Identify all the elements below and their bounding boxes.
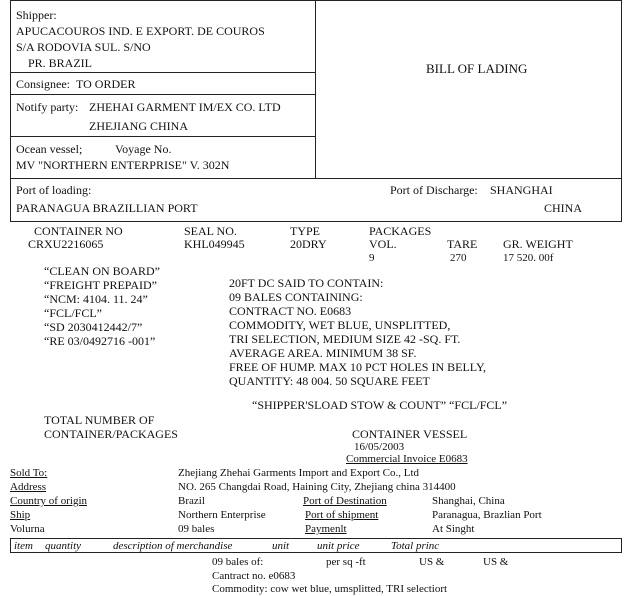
item-commodity: Commodity: cow wet blue, umsplitted, TRI selectiort (212, 583, 448, 595)
desc-line-7: FREE OF HUMP. MAX 10 PCT HOLES IN BELLY, (229, 360, 487, 374)
container-vessel-label: CONTAINER VESSEL (352, 427, 468, 441)
notify-line1: ZHEHAI GARMENT IM/EX CO. LTD (89, 100, 281, 114)
shipper-line2: S/A RODOVIA SUL. S/NO (16, 40, 151, 54)
ocean-vessel-label: Ocean vessel; (16, 142, 83, 156)
notify-line2: ZHEJIANG CHINA (89, 119, 188, 133)
item-header-box (10, 538, 622, 553)
total-label-line1: TOTAL NUMBER OF (44, 413, 155, 427)
volurna-value: 09 bales (178, 523, 215, 535)
consignee-label: Consignee: (16, 77, 70, 91)
desc-line-8: QUANTITY: 48 004. 50 SQUARE FEET (229, 374, 430, 388)
col-gr-weight: GR. WEIGHT (503, 237, 573, 251)
shipment-label: Port of shipment (305, 509, 379, 521)
desc-line-6: AVERAGE AREA. MINIMUM 38 SF. (229, 346, 417, 360)
item-col-total: Total princ (391, 540, 440, 552)
origin-value: Brazil (178, 495, 205, 507)
cell-vol: 9 (369, 252, 375, 264)
item-currency-1: US & (419, 556, 445, 568)
item-qty: 09 bales of: (212, 556, 264, 568)
item-currency-2: US & (483, 556, 509, 568)
stow-note: “SHIPPER'SLOAD STOW & COUNT” “FCL/FCL” (252, 398, 508, 412)
destination-label: Port of Destination (303, 495, 387, 507)
cell-type: 20DRY (290, 237, 327, 251)
ship-value: Northern Enterprise (178, 509, 266, 521)
address-value: NO. 265 Changdai Road, Haining City, Zhejiang china 314400 (178, 481, 456, 493)
payment-value: At Singht (432, 523, 475, 535)
mark-clean-on-board: “CLEAN ON BOARD” (44, 264, 160, 278)
destination-value: Shanghai, China (432, 495, 505, 507)
desc-line-4: COMMODITY, WET BLUE, UNSPLITTED, (229, 318, 451, 332)
item-col-description: description of merchandise (113, 540, 233, 552)
cell-seal-no: KHL049945 (184, 237, 245, 251)
invoice-date: 16/05/2003 (354, 441, 405, 453)
payment-label: Paymenlt (305, 523, 347, 535)
document-title: BILL OF LADING (426, 61, 528, 76)
address-label: Address (10, 481, 47, 493)
cell-gr-weight: 17 520. 00f (503, 252, 554, 264)
port-loading-value: PARANAGUA BRAZILLIAN PORT (16, 201, 198, 215)
item-col-unit: unit (272, 540, 290, 552)
desc-line-3: CONTRACT NO. E0683 (229, 304, 352, 318)
mark-sd: “SD 2030412442/7” (44, 320, 143, 334)
volurna-label: Volurna (10, 523, 45, 535)
divider-shipper (10, 72, 316, 73)
shipper-line3: PR. BRAZIL (28, 56, 93, 70)
mark-fcl: “FCL/FCL” (44, 306, 103, 320)
invoice-title: Commercial Invoice E0683 (346, 453, 468, 465)
vessel-value: MV "NORTHERN ENTERPRISE" V. 302N (16, 158, 230, 172)
ship-label: Ship (10, 509, 31, 521)
col-container-no: CONTAINER NO (34, 224, 123, 238)
mark-re: “RE 03/0492716 -001” (44, 334, 156, 348)
cell-tare: 270 (450, 252, 467, 264)
sold-to-value: Zhejiang Zhehai Garments Import and Export Co., Ltd (178, 467, 420, 479)
port-discharge-value: SHANGHAI (490, 183, 553, 197)
item-col-unit-price: unit price (317, 540, 360, 552)
divider-consignee (10, 94, 316, 95)
divider-vessel (10, 178, 622, 179)
col-packages: PACKAGES (369, 224, 432, 238)
port-discharge-country: CHINA (544, 201, 582, 215)
mark-freight-prepaid: “FREIGHT PREPAID” (44, 278, 158, 292)
item-col-item: item (14, 540, 33, 552)
shipper-line1: APUCACOUROS IND. E EXPORT. DE COUROS (16, 24, 265, 38)
mark-ncm: “NCM: 4104. 11. 24” (44, 292, 148, 306)
divider-notify (10, 136, 316, 137)
item-unit: per sq -ft (326, 556, 366, 568)
desc-line-1: 20FT DC SAID TO CONTAIN: (229, 276, 384, 290)
col-type: TYPE (290, 224, 320, 238)
header-divider-vertical (315, 0, 316, 178)
port-discharge-label: Port of Discharge: (390, 183, 478, 197)
col-seal-no: SEAL NO. (184, 224, 237, 238)
col-vol: VOL. (369, 237, 397, 251)
desc-line-2: 09 BALES CONTAINING: (229, 290, 363, 304)
sold-to-label: Sold To: (10, 467, 48, 479)
desc-line-5: TRI SELECTION, MEDIUM SIZE 42 -SQ. FT. (229, 332, 461, 346)
shipment-value: Paranagua, Brazlian Port (432, 509, 542, 521)
shipper-label: Shipper: (16, 8, 57, 22)
total-label-line2: CONTAINER/PACKAGES (44, 427, 178, 441)
consignee-value: TO ORDER (76, 77, 136, 91)
voyage-label: Voyage No. (115, 142, 172, 156)
item-col-quantity: quantity (45, 540, 82, 552)
origin-label: Country of origin (10, 495, 87, 507)
notify-label: Notify party: (16, 100, 79, 114)
cell-container-no: CRXU2216065 (28, 237, 104, 251)
col-tare: TARE (447, 237, 478, 251)
item-contract: Cantract no. e0683 (212, 570, 296, 582)
port-loading-label: Port of loading: (16, 183, 92, 197)
